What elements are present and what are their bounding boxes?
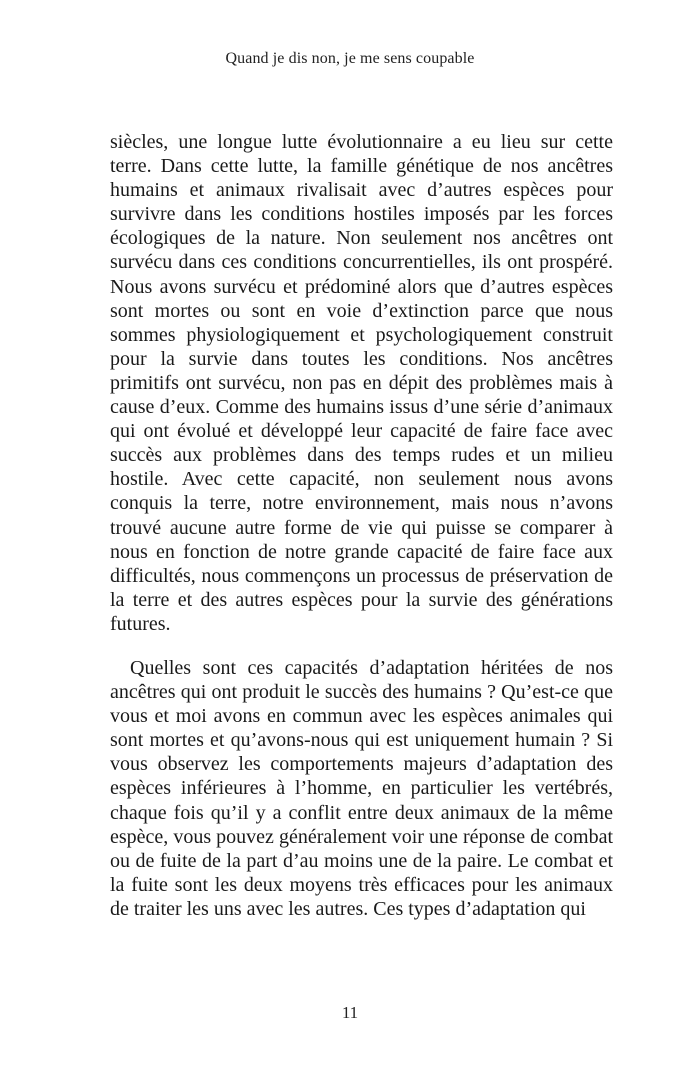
paragraph: Quelles sont ces capacités d’adaptation héritées de nos ancêtres qui ont produit le succès des humains ? Qu’est-ce que vous et moi avons en commun avec les espèces animales qui sont mortes et qu’avons-nous qui est uniquement humain ? Si vous observez les comportements majeurs d’adaptation des espèces inférieures à l’homme, en particulier les vertébrés, chaque fois qu’il y a conflit entre deux animaux de la même espèce, vous pouvez généralement voir une réponse de combat ou de fuite de la part d’au moins une de la paire. Le combat et la fuite sont les deux moyens très efficaces pour les animaux de traiter les uns avec les autres. Ces types d’adaptation qui (110, 656, 613, 920)
running-head: Quand je dis non, je me sens coupable (225, 50, 475, 67)
page-number: 11 (341, 1003, 359, 1022)
paragraph: siècles, une longue lutte évolutionnaire a eu lieu sur cette terre. Dans cette lutte, la famille génétique de nos ancêtres humains et animaux rivalisait avec d’autres espèces pour survivre dans les conditions hostiles imposés par les forces écologiques de la nature. Non seulement nos ancêtres ont survécu dans ces conditions concurrentielles, ils ont prospéré. Nous avons survécu et prédominé alors que d’autres espèces sont mortes ou sont en voie d’extinction parce que nous sommes physiologiquement et psychologiquement construit pour la survie dans toutes les conditions. Nos ancêtres primitifs ont survécu, non pas en dépit des problèmes mais à cause d’eux. Comme des humains issus d’une série d’animaux qui ont évolué et développé leur capacité de faire face avec succès aux problèmes dans des temps rudes et un milieu hostile. Avec cette capacité, non seulement nous avons conquis la terre, notre environnement, mais nous n’avons trouvé aucune autre forme de vie qui puisse se comparer à nous en fonction de notre grande capacité de faire face aux difficultés, nous commençons un processus de préservation de la terre et des autres espèces pour la survie des générations futures. (110, 131, 613, 635)
body-text (110, 130, 613, 921)
